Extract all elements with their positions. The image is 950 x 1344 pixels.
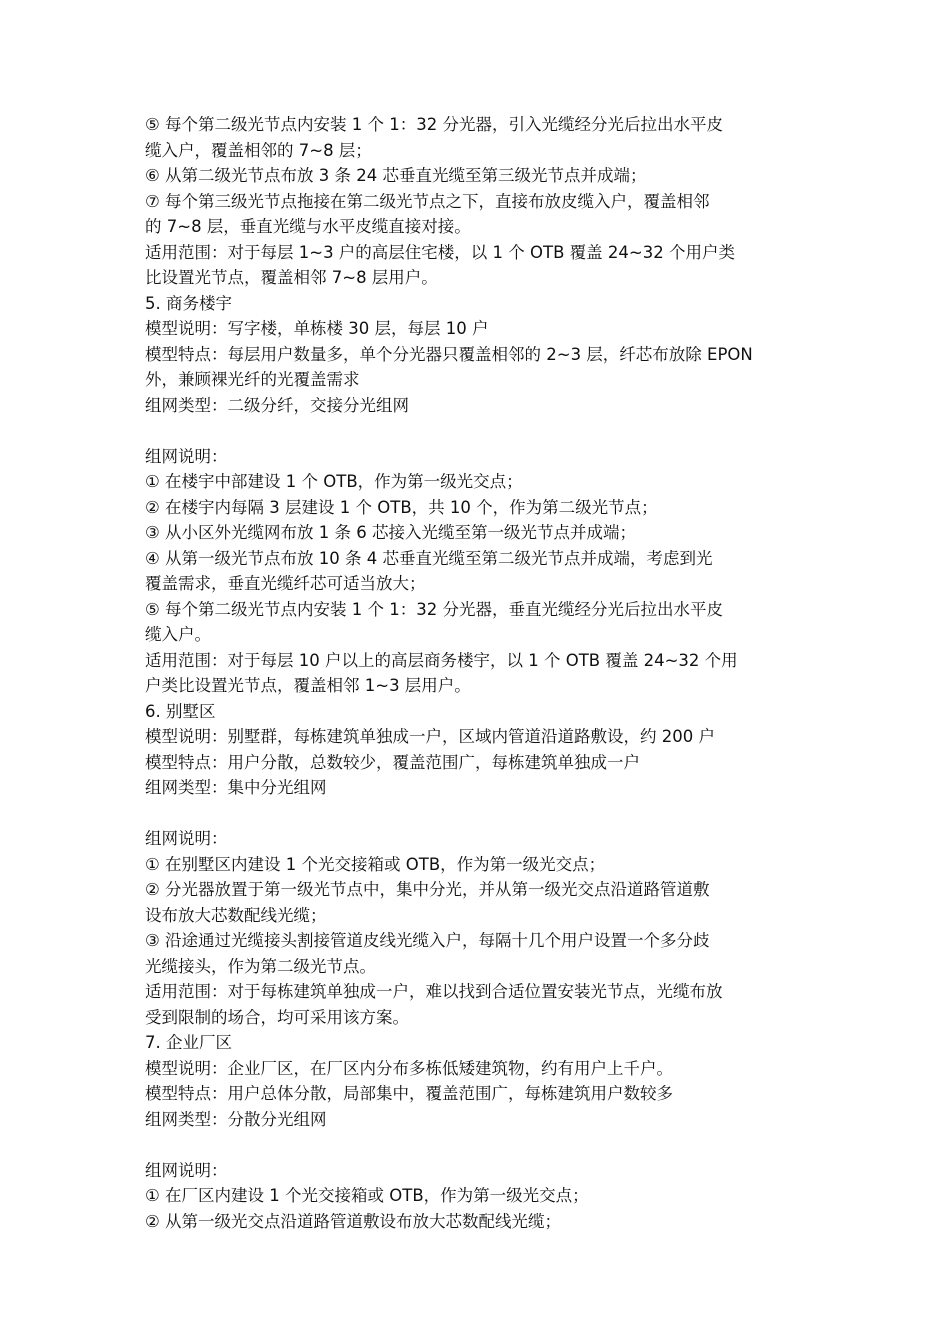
text-line: 缆入户，覆盖相邻的 7~8 层； bbox=[145, 140, 372, 160]
section-heading: 7. 企业厂区 bbox=[145, 1033, 232, 1052]
section-heading: 6. 别墅区 bbox=[145, 701, 216, 721]
document-body bbox=[145, 112, 815, 1234]
text-line: 设布放大芯数配线光缆； bbox=[145, 905, 327, 925]
text-line: 模型说明：企业厂区，在厂区内分布多栋低矮建筑物，约有用户上千户。 bbox=[145, 1058, 673, 1078]
text-line: ④ 从第一级光节点布放 10 条 4 芯垂直光缆至第二级光节点并成端，考虑到光 bbox=[145, 548, 713, 568]
text-line: 外，兼顾裸光纤的光覆盖需求 bbox=[145, 370, 360, 389]
text-line: 适用范围：对于每层 10 户以上的高层商务楼宇，以 1 个 OTB 覆盖 24~32 个用 bbox=[145, 650, 738, 670]
text-line: ⑤ 每个第二级光节点内安装 1 个 1：32 分光器，垂直光缆经分光后拉出水平皮 bbox=[145, 599, 724, 619]
text-line: 组网类型：分散分光组网 bbox=[145, 1109, 327, 1129]
text-line: 组网类型：集中分光组网 bbox=[145, 778, 327, 797]
text-line: ⑥ 从第二级光节点布放 3 条 24 芯垂直光缆至第三级光节点并成端； bbox=[145, 166, 647, 185]
text-line: 组网说明： bbox=[145, 446, 228, 466]
blank-line bbox=[145, 418, 815, 444]
text-line: ① 在厂区内建设 1 个光交接箱或 OTB，作为第一级光交点； bbox=[145, 1186, 589, 1205]
text-line: 缆入户。 bbox=[145, 625, 211, 644]
text-line: 比设置光节点，覆盖相邻 7~8 层用户。 bbox=[145, 268, 438, 287]
text-line: 户类比设置光节点，覆盖相邻 1~3 层用户。 bbox=[145, 676, 471, 695]
text-line: ① 在楼宇中部建设 1 个 OTB，作为第一级光交点； bbox=[145, 472, 523, 491]
text-line: ⑦ 每个第三级光节点拖接在第二级光节点之下，直接布放皮缆入户，覆盖相邻 bbox=[145, 191, 710, 211]
text-line: ① 在别墅区内建设 1 个光交接箱或 OTB，作为第一级光交点； bbox=[145, 854, 606, 874]
text-line: ② 在楼宇内每隔 3 层建设 1 个 OTB，共 10 个，作为第二级光节点； bbox=[145, 497, 658, 517]
text-line: 覆盖需求，垂直光缆纤芯可适当放大； bbox=[145, 574, 426, 593]
text-line: 模型特点：用户总体分散，局部集中，覆盖范围广，每栋建筑用户数较多 bbox=[145, 1084, 673, 1103]
text-line: ⑤ 每个第二级光节点内安装 1 个 1：32 分光器，引入光缆经分光后拉出水平皮 bbox=[145, 115, 724, 134]
section-heading: 5. 商务楼宇 bbox=[145, 293, 232, 313]
text-line: 模型特点：每层用户数量多，单个分光器只覆盖相邻的 2~3 层，纤芯布放除 EPON bbox=[145, 344, 753, 364]
text-line: 适用范围：对于每栋建筑单独成一户，难以找到合适位置安装光节点，光缆布放 bbox=[145, 982, 723, 1001]
text-line: ③ 沿途通过光缆接头割接管道皮线光缆入户，每隔十几个用户设置一个多分歧 bbox=[145, 931, 710, 950]
text-line: 组网说明： bbox=[145, 1160, 228, 1180]
text-line: ② 从第一级光交点沿道路管道敷设布放大芯数配线光缆； bbox=[145, 1211, 562, 1231]
text-line: 模型说明：别墅群，每栋建筑单独成一户，区域内管道沿道路敷设，约 200 户 bbox=[145, 727, 715, 746]
text-line: 光缆接头，作为第二级光节点。 bbox=[145, 956, 376, 976]
blank-line bbox=[145, 1132, 815, 1158]
blank-line bbox=[145, 801, 815, 827]
text-line: ③ 从小区外光缆网布放 1 条 6 芯接入光缆至第一级光节点并成端； bbox=[145, 523, 637, 542]
text-line: 组网类型：二级分纤，交接分光组网 bbox=[145, 395, 409, 415]
text-line: 模型说明：写字楼，单栋楼 30 层，每层 10 户 bbox=[145, 319, 489, 338]
text-line: ② 分光器放置于第一级光节点中，集中分光，并从第一级光交点沿道路管道敷 bbox=[145, 880, 710, 899]
text-line: 的 7~8 层，垂直光缆与水平皮缆直接对接。 bbox=[145, 217, 471, 236]
text-line: 模型特点：用户分散，总数较少，覆盖范围广，每栋建筑单独成一户 bbox=[145, 752, 640, 772]
text-line: 受到限制的场合，均可采用该方案。 bbox=[145, 1007, 409, 1027]
text-line: 组网说明： bbox=[145, 829, 228, 848]
text-line: 适用范围：对于每层 1~3 户的高层住宅楼，以 1 个 OTB 覆盖 24~32 个用户类 bbox=[145, 242, 735, 262]
